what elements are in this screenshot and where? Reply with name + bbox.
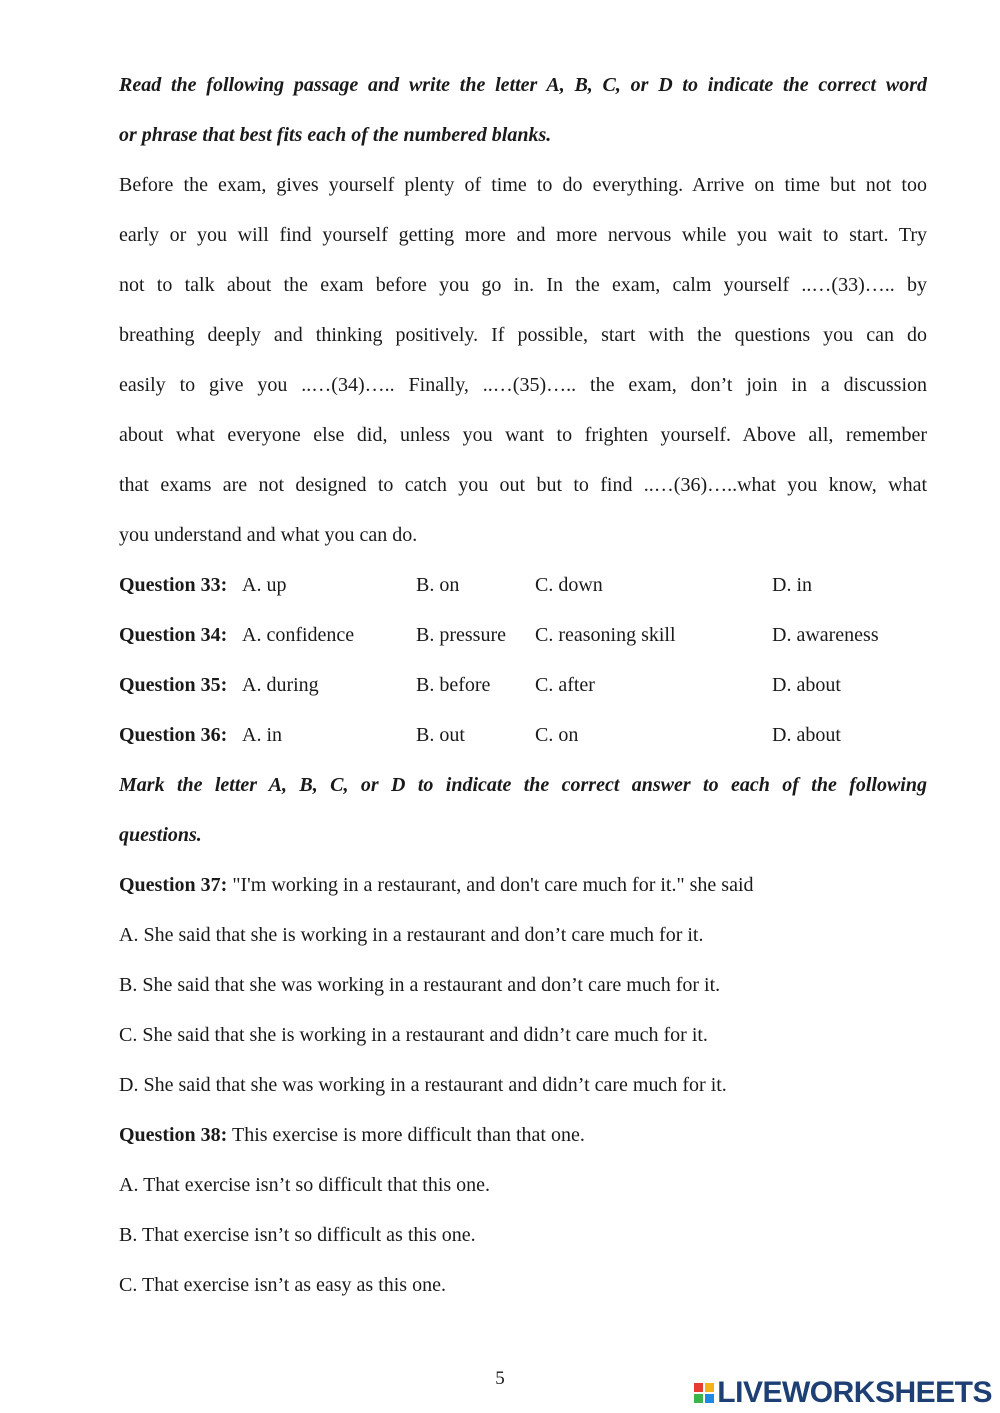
question-label: Question 34: xyxy=(119,624,228,646)
passage-line: early or you will find yourself getting more and more nervous while you wait to start. Try xyxy=(119,224,927,246)
question-label: Question 37: xyxy=(119,874,228,896)
logo-square xyxy=(705,1383,714,1392)
option-c[interactable]: C. on xyxy=(535,724,579,746)
option-d[interactable]: D. awareness xyxy=(772,624,879,646)
passage-line: breathing deeply and thinking positively. If possible, start with the questions you can do xyxy=(119,324,927,346)
option-d[interactable]: D. about xyxy=(772,674,841,696)
option-d[interactable]: D. about xyxy=(772,724,841,746)
option-a[interactable]: A. during xyxy=(242,674,319,696)
question-label: Question 38: xyxy=(119,1124,228,1146)
question-label: Question 33: xyxy=(119,574,228,596)
option-c[interactable]: C. after xyxy=(535,674,595,696)
question-row xyxy=(119,660,927,710)
instruction-line: Mark the letter A, B, C, or D to indicate the correct answer to each of the following xyxy=(119,774,927,796)
passage-line: Before the exam, gives yourself plenty of time to do everything. Arrive on time but not too xyxy=(119,174,927,196)
passage-line: you understand and what you can do. xyxy=(119,524,418,546)
option-c[interactable]: C. She said that she is working in a restaurant and didn’t care much for it. xyxy=(119,1024,708,1046)
question-row xyxy=(119,610,927,660)
passage-line: easily to give you ..…(34)….. Finally, ..…(35)….. the exam, don’t join in a discussion xyxy=(119,374,927,396)
option-a[interactable]: A. She said that she is working in a restaurant and don’t care much for it. xyxy=(119,924,704,946)
option-c[interactable]: C. down xyxy=(535,574,603,596)
option-d[interactable]: D. in xyxy=(772,574,812,596)
question-38-stem xyxy=(119,1110,927,1160)
option-c[interactable]: C. reasoning skill xyxy=(535,624,676,646)
instruction-line: or phrase that best fits each of the numbered blanks. xyxy=(119,124,552,146)
passage-line: not to talk about the exam before you go in. In the exam, calm yourself ..…(33)….. by xyxy=(119,274,927,296)
instruction-line: Read the following passage and write the letter A, B, C, or D to indicate the correct word xyxy=(119,74,927,96)
option-a[interactable]: A. That exercise isn’t so difficult that this one. xyxy=(119,1174,491,1196)
question-row xyxy=(119,560,927,610)
page-number: 5 xyxy=(495,1368,505,1389)
logo-square xyxy=(705,1394,714,1403)
liveworksheets-logo xyxy=(694,1376,992,1410)
question-37-stem xyxy=(119,860,927,910)
passage-line: about what everyone else did, unless you want to frighten yourself. Above all, remember xyxy=(119,424,927,446)
option-c[interactable]: C. That exercise isn’t as easy as this one. xyxy=(119,1274,446,1296)
worksheet-page xyxy=(119,60,927,1310)
option-b[interactable]: B. on xyxy=(416,574,460,596)
option-b[interactable]: B. That exercise isn’t so difficult as this one. xyxy=(119,1224,476,1246)
passage xyxy=(119,160,927,560)
logo-grid-icon xyxy=(694,1383,714,1403)
question-text: This exercise is more difficult than that one. xyxy=(231,1124,585,1146)
option-b[interactable]: B. She said that she was working in a restaurant and don’t care much for it. xyxy=(119,974,721,996)
question-text: "I'm working in a restaurant, and don't care much for it." she said xyxy=(232,874,754,896)
option-d[interactable]: D. She said that she was working in a restaurant and didn’t care much for it. xyxy=(119,1074,727,1096)
option-b[interactable]: B. pressure xyxy=(416,624,506,646)
option-b[interactable]: B. before xyxy=(416,674,491,696)
option-a[interactable]: A. up xyxy=(242,574,287,596)
brand-name: LIVEWORKSHEETS xyxy=(717,1376,992,1409)
logo-square xyxy=(694,1383,703,1392)
passage-line: that exams are not designed to catch you out but to find ..…(36)…..what you know, what xyxy=(119,474,927,496)
option-b[interactable]: B. out xyxy=(416,724,465,746)
question-label: Question 35: xyxy=(119,674,228,696)
question-row xyxy=(119,710,927,760)
option-a[interactable]: A. confidence xyxy=(242,624,355,646)
instruction-line: questions. xyxy=(119,824,202,846)
option-a[interactable]: A. in xyxy=(242,724,282,746)
question-label: Question 36: xyxy=(119,724,228,746)
logo-square xyxy=(694,1394,703,1403)
